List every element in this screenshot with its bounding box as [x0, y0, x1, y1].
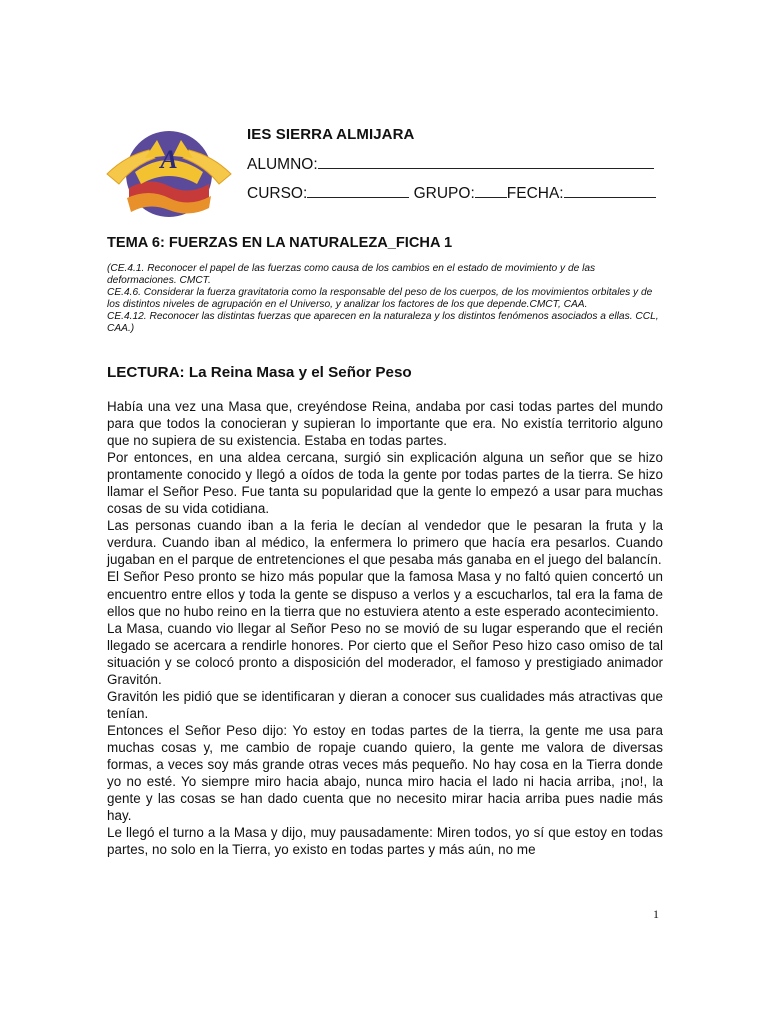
reading-paragraph: Entonces el Señor Peso dijo: Yo estoy en todas partes de la tierra, la gente me usa para muchas cosas y, me cambio de ropaje cuando quiero, la gente me valora de diversas formas, a veces soy más grande otras veces más pequeño. No hay cosa en la Tierra donde yo no esté. Yo siempre miro hacia abajo, nunca miro hacia el lado ni hacia arriba, ¡no!, la gente y las cosas se han dado cuenta que no necesito mirar hacia arriba pues nadie más hay.	[107, 722, 663, 824]
criterion-3: CE.4.12. Reconocer las distintas fuerzas que aparecen en la naturaleza y los distintos fenómenos asociados a ellas. CCL, CAA.)	[107, 310, 659, 334]
school-header	[247, 124, 667, 204]
reading-paragraph: La Masa, cuando vio llegar al Señor Peso no se movió de su lugar esperando que el recién llegado se acercara a rendirle honores. Por cierto que el Señor Peso hizo caso omiso de tal situación y se colocó pronto a disposición del moderador, el famoso y prestigiado animador Gravitón.	[107, 620, 663, 687]
school-logo	[105, 128, 233, 220]
alumno-field[interactable]	[318, 153, 654, 169]
svg-text:A: A	[160, 145, 178, 174]
curso-line	[247, 182, 667, 204]
page-number: 1	[653, 907, 659, 921]
curso-label: CURSO:	[247, 185, 308, 202]
grupo-label: GRUPO:	[413, 185, 475, 202]
fecha-label: FECHA:	[506, 185, 564, 202]
grupo-field[interactable]	[475, 182, 507, 198]
reading-paragraph: Las personas cuando iban a la feria le decían al vendedor que le pesaran la fruta y la verdura. Cuando iban al médico, la enfermera lo primero que hacía era pesarlos. Cuando jugaban en el parque de entretenciones el que pesaba más ganaba en el juego del balancín.	[107, 518, 663, 568]
reading-paragraph: Había una vez una Masa que, creyéndose Reina, andaba por casi todas partes del mundo para que todos la conocieran y supieran lo importante que era. No existía territorio alguno que no supiera de su existencia. Estaba en todas partes.	[107, 399, 663, 449]
reading-paragraph: Gravitón les pidió que se identificaran y dieran a conocer sus cualidades más atractivas que tenían.	[107, 688, 663, 721]
alumno-label: ALUMNO:	[247, 156, 318, 173]
reading-text	[107, 398, 663, 858]
lectura-title: LECTURA: La Reina Masa y el Señor Peso	[107, 364, 412, 381]
alumno-line	[247, 153, 667, 175]
school-name: IES SIERRA ALMIJARA	[247, 126, 415, 143]
criterion-2: CE.4.6. Considerar la fuerza gravitatoria como la responsable del peso de los cuerpos, de los movimientos orbitales y de los distintos niveles de agrupación en el Universo, y analizar los factores de los que depende.CMCT, CAA.	[107, 286, 653, 310]
reading-paragraph: Por entonces, en una aldea cercana, surgió sin explicación alguna un señor que se hizo prontamente conocido y llegó a oídos de toda la gente por todas partes de la tierra. Se hizo llamar el Señor Peso. Fue tanta su popularidad que la gente lo empezó a usar para muchas cosas de su vida cotidiana.	[107, 450, 663, 517]
curso-field[interactable]	[307, 182, 409, 198]
reading-paragraph: Le llegó el turno a la Masa y dijo, muy pausadamente: Miren todos, yo sí que estoy en todas partes, no solo en la Tierra, yo existo en todas partes y más aún, no me	[107, 825, 663, 858]
reading-paragraph: El Señor Peso pronto se hizo más popular que la famosa Masa y no faltó quien concertó un encuentro entre ellos y toda la gente se dispuso a verlos y a escucharlos, tal era la fama de ellos que no hubo reino en la tierra que no estuviera atento a este esperado acontecimiento.	[107, 569, 663, 619]
criteria-block	[107, 263, 667, 334]
fecha-field[interactable]	[564, 182, 656, 198]
criterion-1: (CE.4.1. Reconocer el papel de las fuerzas como causa de los cambios en el estado de movimiento y de las deformaciones. CMCT.	[107, 263, 596, 286]
sierra-logo-icon	[105, 128, 233, 220]
tema-title: TEMA 6: FUERZAS EN LA NATURALEZA_FICHA 1	[107, 235, 453, 251]
